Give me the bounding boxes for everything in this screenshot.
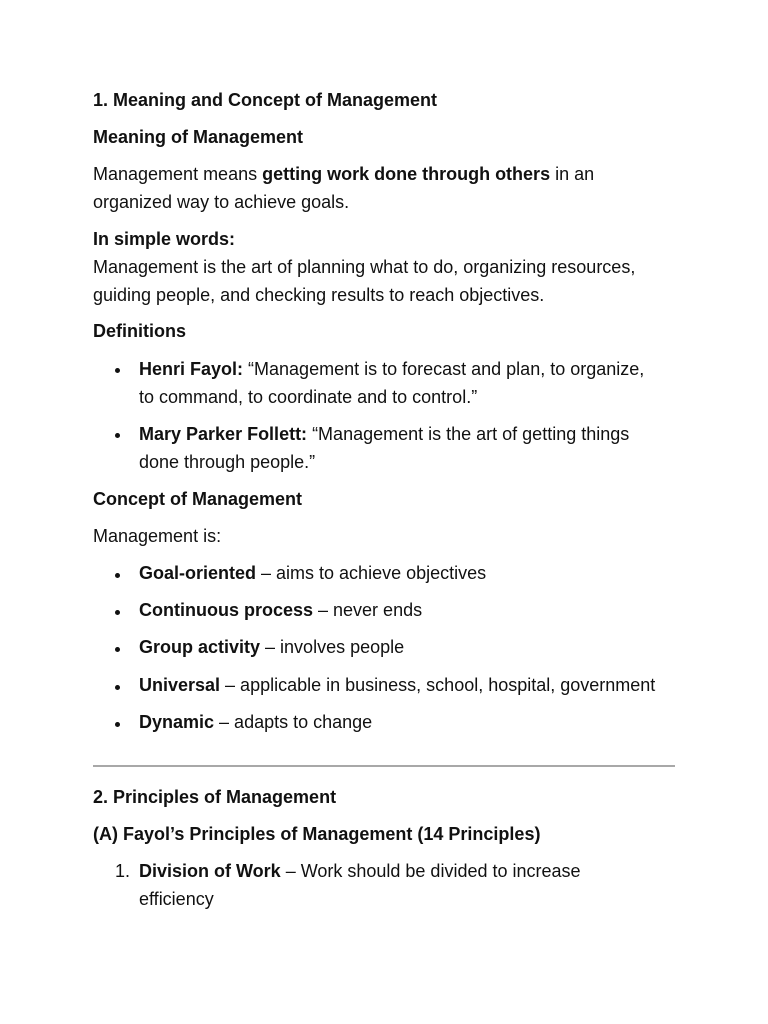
definition-item-line-2: done through people.” — [139, 452, 316, 472]
definition-item-line-1 — [139, 355, 644, 383]
bullet-icon — [115, 685, 120, 690]
definitions-heading: Definitions — [93, 321, 186, 341]
principle-desc: – Work should be divided to increase — [280, 861, 581, 881]
bullet-icon — [115, 647, 120, 652]
concept-item — [139, 596, 422, 624]
concept-item — [139, 708, 372, 736]
concept-desc: – aims to achieve objectives — [256, 563, 487, 583]
simple-words-line-2: guiding people, and checking results to reach objectives. — [93, 285, 545, 305]
concept-term: Universal — [139, 675, 221, 695]
concept-item — [139, 671, 655, 699]
concept-term: Group activity — [139, 637, 261, 657]
definition-text: “Management is to forecast and plan, to organize, — [243, 359, 645, 379]
meaning-text-b: in an — [550, 164, 595, 184]
bullet-icon — [115, 573, 120, 578]
meaning-paragraph-line-1 — [93, 160, 594, 188]
concept-desc: – applicable in business, school, hospital, government — [220, 675, 656, 695]
principle-number: 1. — [115, 861, 131, 881]
meaning-text-bold: getting work done through others — [262, 164, 551, 184]
section-2-heading: 2. Principles of Management — [93, 787, 337, 807]
principle-item-line-1 — [139, 857, 581, 885]
section-1-heading: 1. Meaning and Concept of Management — [93, 90, 438, 110]
simple-words-heading: In simple words: — [93, 229, 236, 249]
definition-text: “Management is the art of getting things — [307, 424, 630, 444]
concept-term: Continuous process — [139, 600, 314, 620]
bullet-icon — [115, 722, 120, 727]
meaning-heading: Meaning of Management — [93, 127, 304, 147]
concept-desc: – involves people — [260, 637, 405, 657]
bullet-icon — [115, 368, 120, 373]
concept-term: Dynamic — [139, 712, 215, 732]
definition-author: Henri Fayol: — [139, 359, 244, 379]
meaning-paragraph-line-2: organized way to achieve goals. — [93, 192, 350, 212]
concept-desc: – adapts to change — [214, 712, 373, 732]
principle-term: Division of Work — [139, 861, 281, 881]
bullet-icon — [115, 610, 120, 615]
meaning-text-a: Management means — [93, 164, 263, 184]
fayol-principles-heading: (A) Fayol’s Principles of Management (14 Principles) — [93, 824, 541, 844]
definition-item-line-2: to command, to coordinate and to control.” — [139, 387, 478, 407]
concept-item — [139, 633, 404, 661]
horizontal-rule — [93, 765, 675, 767]
definition-author: Mary Parker Follett: — [139, 424, 308, 444]
concept-item — [139, 559, 486, 587]
bullet-icon — [115, 433, 120, 438]
concept-heading: Concept of Management — [93, 489, 303, 509]
principle-item-line-2: efficiency — [139, 889, 214, 909]
concept-term: Goal-oriented — [139, 563, 257, 583]
concept-desc: – never ends — [313, 600, 423, 620]
concept-intro: Management is: — [93, 526, 222, 546]
simple-words-line-1: Management is the art of planning what to do, organizing resources, — [93, 257, 636, 277]
definition-item-line-1 — [139, 420, 629, 448]
